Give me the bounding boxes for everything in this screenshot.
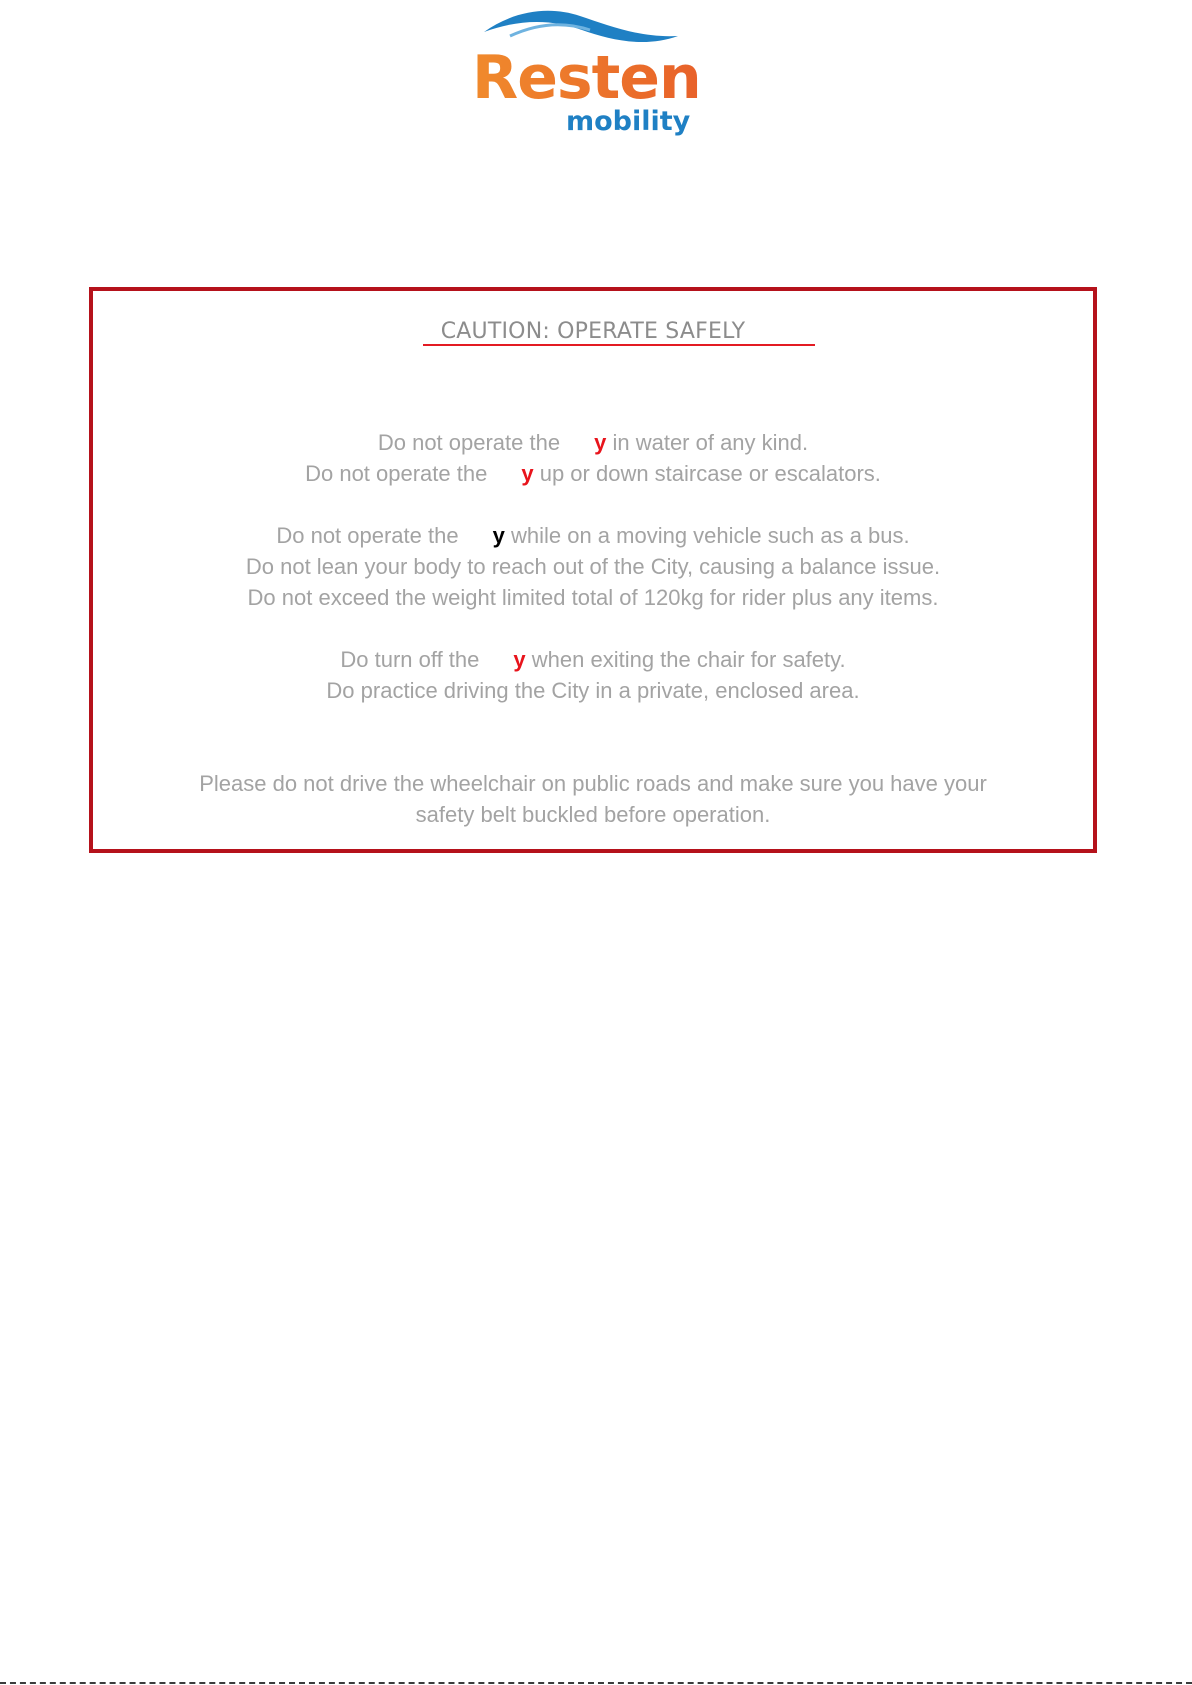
rule-text: Do not operate the [276, 523, 459, 548]
rule-line [93, 644, 1093, 675]
rule-text: when exiting the chair for safety. [531, 647, 846, 672]
rule-text: Do not operate the [377, 430, 561, 455]
rule-mark: y [513, 647, 526, 672]
rule-line [93, 458, 1093, 489]
rule-text: Do turn off the [340, 647, 480, 672]
rule-line [93, 520, 1093, 551]
svg-text:mobility: mobility [566, 106, 691, 137]
rule-line: Do practice driving the City in a private, enclosed area. [326, 678, 860, 703]
rule-text: in water of any kind. [612, 430, 809, 455]
rule-text: while on a moving vehicle such as a bus. [510, 523, 910, 548]
caution-title-underline [423, 344, 815, 346]
svg-text:Resten: Resten [472, 43, 701, 113]
rule-line: Do not lean your body to reach out of the City, causing a balance issue. [245, 554, 941, 579]
rule-line [93, 427, 1093, 458]
safety-rules [93, 427, 1093, 830]
rule-text: up or down staircase or escalators. [539, 461, 881, 486]
note-line-2: safety belt buckled before operation. [415, 802, 771, 827]
note-line-1: Please do not drive the wheelchair on public roads and make sure you have your [199, 771, 987, 796]
rule-line: Do not exceed the weight limited total of 120kg for rider plus any items. [247, 585, 939, 610]
rule-mark: y [521, 461, 534, 486]
rule-text: Do not operate the [305, 461, 488, 486]
caution-title: CAUTION: OPERATE SAFELY [440, 319, 746, 344]
rule-mark: y [594, 430, 607, 455]
resten-mobility-logo [470, 6, 710, 138]
caution-panel [89, 287, 1097, 853]
rule-mark: y [492, 523, 505, 548]
page-bottom-dashed-rule [0, 1682, 1192, 1684]
